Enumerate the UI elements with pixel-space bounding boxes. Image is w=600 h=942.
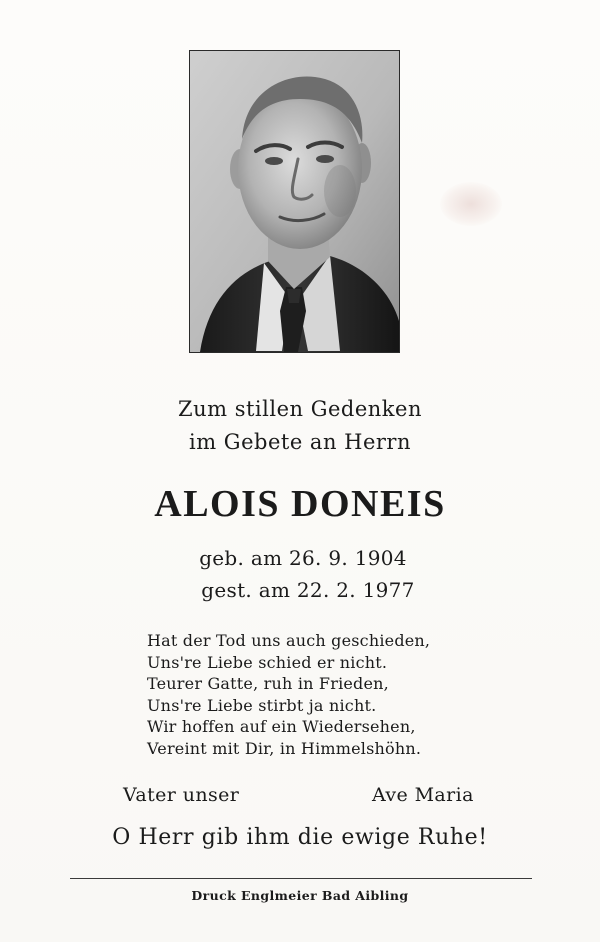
poem-line: Wir hoffen auf ein Wiedersehen, (147, 717, 416, 737)
prayer-ave-maria: Ave Maria (372, 784, 474, 806)
deceased-name: ALOIS DONEIS (154, 483, 446, 525)
portrait-photo (189, 50, 400, 353)
prayer-vater-unser: Vater unser (123, 784, 240, 806)
death-date: gest. am 22. 2. 1977 (201, 578, 415, 602)
poem-line: Uns're Liebe stirbt ja nicht. (147, 695, 377, 715)
divider (70, 878, 532, 879)
closing-prayer: O Herr gib ihm die ewige Ruhe! (112, 825, 488, 850)
memorial-line-1: Zum stillen Gedenken (178, 397, 422, 421)
paper-stain (440, 182, 502, 226)
poem-line: Teurer Gatte, ruh in Frieden, (147, 674, 389, 694)
memorial-line-2: im Gebete an Herrn (189, 430, 411, 454)
poem-line: Vereint mit Dir, in Himmelshöhn. (147, 738, 422, 758)
printer-imprint: Druck Englmeier Bad Aibling (191, 888, 409, 903)
birth-date: geb. am 26. 9. 1904 (199, 546, 407, 570)
poem-line: Hat der Tod uns auch geschieden, (147, 631, 431, 650)
poem-line: Uns're Liebe schied er nicht. (147, 652, 388, 672)
poem (147, 630, 430, 760)
